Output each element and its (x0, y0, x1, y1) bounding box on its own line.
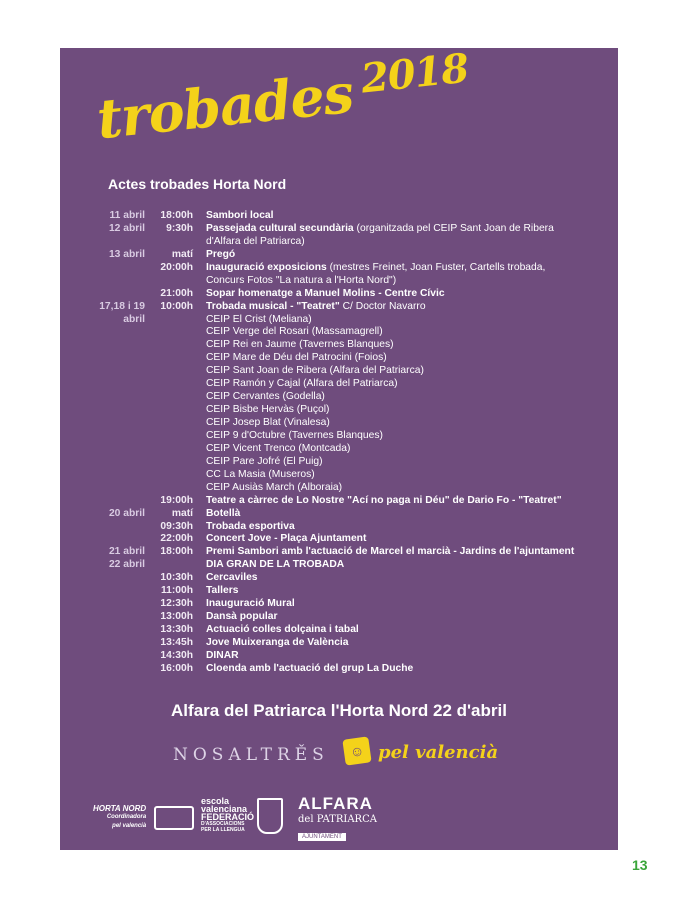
event-title: DINAR (206, 649, 239, 661)
event-title: Cloenda amb l'actuació del grup La Duche (206, 662, 414, 674)
event-title: Trobada musical - "Teatret" (206, 300, 340, 312)
event-title: Inauguració exposicions (206, 261, 327, 273)
row-time: 09:30h (160, 520, 193, 532)
poster-title (93, 45, 472, 152)
row-time: 13:45h (160, 636, 193, 648)
row-event (206, 650, 239, 663)
schedule-row (60, 624, 618, 637)
event-note: CEIP Josep Blat (Vinalesa) (206, 417, 330, 428)
schedule-row (60, 482, 618, 495)
row-date: 22 abril (108, 559, 145, 571)
event-note: CEIP Verge del Rosari (Massamagrell) (206, 326, 383, 338)
escola-valenciana-logo (201, 797, 254, 833)
schedule-row (60, 223, 618, 236)
event-title: Premi Sambori amb l'actuació de Marcel el marcià - Jardins de l'ajuntament (206, 546, 575, 558)
campaign-logo-text: NOSALTRĚS (173, 745, 329, 765)
row-time: 14:30h (160, 649, 193, 661)
event-note: CEIP Sant Joan de Ribera (Alfara del Patriarca) (206, 365, 424, 377)
schedule-row (60, 650, 618, 663)
event-note: CEIP Rei en Jaume (Tavernes Blanques) (206, 339, 394, 351)
row-time: 13:30h (160, 624, 193, 635)
row-event (206, 443, 350, 456)
schedule-row (60, 508, 618, 521)
page-number: 13 (632, 857, 648, 873)
schedule-row (60, 598, 618, 611)
row-event (206, 572, 258, 585)
row-time: 18:00h (160, 210, 193, 221)
escola-l5: PER LA LLENGUA (201, 827, 245, 833)
row-time: 9:30h (166, 222, 193, 234)
event-title: Jove Muixeranga de València (206, 636, 349, 648)
title-year: 2018 (358, 44, 471, 103)
schedule-row (60, 572, 618, 585)
horta-nord-line3: pel valencià (112, 823, 147, 829)
event-note: d'Alfara del Patriarca) (206, 235, 305, 247)
event-title: Pregó (206, 248, 236, 260)
schedule-row (60, 378, 618, 391)
schedule-row (60, 546, 618, 559)
schedule-row (60, 443, 618, 456)
schedule-row (60, 495, 618, 508)
event-title: Passejada cultural secundària (206, 222, 354, 234)
event-note: CC La Masia (Museros) (206, 468, 315, 480)
escola-l1: escola (201, 796, 230, 806)
event-title: Teatre a càrrec de Lo Nostre "Ací no paga ni Déu" de Dario Fo - "Teatret" (206, 494, 562, 506)
event-title: Cercaviles (206, 572, 258, 584)
horta-nord-name: HORTA NORD (93, 804, 147, 813)
row-time: 12:30h (160, 598, 193, 610)
row-time: 13:00h (160, 611, 193, 623)
horta-nord-line2: Coordinadora (106, 814, 147, 820)
schedule-row (60, 249, 618, 262)
row-event (206, 378, 398, 391)
row-time: 16:00h (160, 662, 193, 674)
schedule-row (60, 365, 618, 378)
schedule-row (60, 288, 618, 301)
row-event (206, 275, 396, 288)
event-note: CEIP 9 d'Octubre (Tavernes Blanques) (206, 429, 383, 441)
event-note: CEIP Cervantes (Godella) (206, 391, 325, 403)
schedule-row (60, 391, 618, 404)
horta-nord-logo (93, 804, 146, 831)
event-title: Trobada esportiva (206, 520, 295, 532)
row-event (206, 223, 554, 236)
row-date: 20 abril (108, 507, 145, 519)
row-time: matí (171, 507, 193, 519)
coat-of-arms-icon (257, 798, 283, 834)
schedule-row (60, 301, 618, 314)
schedule-row (60, 521, 618, 534)
alfara-logo (298, 794, 377, 843)
row-event (206, 314, 312, 327)
title-text: trobades (93, 60, 356, 152)
event-note: CEIP Ausiàs March (Alboraia) (206, 481, 343, 493)
row-event (206, 508, 240, 521)
glasses-face-icon: ☺ (342, 736, 371, 765)
alfara-sub: del PATRIARCA (298, 814, 377, 825)
schedule-row (60, 469, 618, 482)
schedule-row (60, 236, 618, 249)
row-event (206, 482, 342, 495)
row-date: abril (123, 313, 145, 325)
row-time: 22:00h (160, 533, 193, 545)
row-event (206, 598, 295, 611)
row-event (206, 611, 278, 624)
event-title: Tallers (206, 585, 239, 597)
row-event (206, 249, 235, 262)
schedule-row (60, 275, 618, 288)
schedule-row (60, 352, 618, 365)
schedule-row (60, 533, 618, 546)
row-time: 10:30h (160, 572, 193, 584)
footer-title: Alfara del Patriarca l'Horta Nord 22 d'abril (171, 701, 507, 720)
row-event (206, 585, 238, 598)
row-date: 21 abril (108, 546, 145, 558)
row-event (206, 430, 383, 443)
escola-l4: D'ASSOCIACIONS (201, 821, 245, 827)
row-event (206, 236, 305, 249)
row-event (206, 288, 445, 301)
schedule-row (60, 417, 618, 430)
event-note: (organitzada pel CEIP Sant Joan de Ribera (353, 222, 554, 234)
row-time: 20:00h (160, 261, 193, 273)
row-event (206, 624, 359, 637)
schedule-row (60, 326, 618, 339)
row-time: 11:00h (160, 585, 193, 597)
row-time: 10:00h (160, 300, 193, 312)
row-time: matí (171, 248, 193, 260)
event-title: Concert Jove - Plaça Ajuntament (206, 533, 367, 545)
horta-nord-emblem-icon (154, 806, 194, 830)
schedule-row (60, 663, 618, 676)
event-note: CEIP Ramón y Cajal (Alfara del Patriarca) (206, 378, 398, 390)
row-time: 21:00h (160, 287, 193, 299)
event-title: Sambori local (206, 210, 274, 221)
event-title: Sopar homenatge a Manuel Molins - Centre Cívic (206, 287, 445, 299)
campaign-slogan: pel valencià (378, 742, 499, 763)
event-note: C/ Doctor Navarro (339, 300, 426, 312)
row-event (206, 391, 325, 404)
row-event (206, 521, 295, 534)
row-time: 18:00h (160, 546, 193, 558)
schedule-row (60, 404, 618, 417)
row-event (206, 301, 426, 314)
schedule-row (60, 456, 618, 469)
row-event (206, 262, 545, 275)
escola-l3: FEDERACIÓ (201, 812, 255, 822)
row-event (206, 663, 413, 676)
schedule-row (60, 430, 618, 443)
row-event (206, 456, 323, 469)
event-note: CEIP Pare Jofré (El Puig) (206, 455, 323, 467)
row-date: 13 abril (108, 248, 145, 260)
schedule-row (60, 637, 618, 650)
row-date: 11 abril (109, 210, 145, 221)
schedule-list (60, 210, 618, 676)
event-note: CEIP Bisbe Hervàs (Puçol) (206, 404, 330, 416)
row-time: 19:00h (160, 494, 193, 506)
escola-l2: valenciana (201, 804, 248, 814)
event-poster (60, 44, 618, 850)
event-note: CEIP Mare de Déu del Patrocini (Foios) (206, 352, 387, 364)
schedule-row (60, 339, 618, 352)
row-event (206, 365, 424, 378)
row-event (206, 210, 274, 223)
schedule-row (60, 262, 618, 275)
row-event (206, 352, 387, 365)
event-title: DIA GRAN DE LA TROBADA (206, 559, 345, 571)
row-event (206, 559, 344, 572)
row-event (206, 637, 349, 650)
alfara-name: ALFARA (298, 794, 373, 813)
row-event (206, 417, 330, 430)
alfara-tag: AJUNTAMENT (298, 833, 346, 841)
row-event (206, 339, 394, 352)
event-note: CEIP El Crist (Meliana) (206, 313, 312, 325)
schedule-heading: Actes trobades Horta Nord (108, 176, 287, 192)
row-event (206, 404, 329, 417)
schedule-row (60, 210, 618, 223)
row-event (206, 469, 315, 482)
row-event (206, 495, 562, 508)
event-note: Concurs Fotos "La natura a l'Horta Nord") (206, 274, 397, 286)
row-date: 17,18 i 19 (99, 300, 145, 312)
event-title: Botellà (206, 507, 241, 519)
schedule-row (60, 314, 618, 327)
event-title: Dansà popular (206, 611, 278, 623)
schedule-row (60, 611, 618, 624)
event-note: (mestres Freinet, Joan Fuster, Cartells trobada, (326, 261, 546, 273)
schedule-row (60, 585, 618, 598)
row-date: 12 abril (108, 222, 145, 234)
row-event (206, 546, 574, 559)
schedule-row (60, 559, 618, 572)
event-title: Inauguració Mural (206, 598, 295, 610)
row-event (206, 533, 366, 546)
event-title: Actuació colles dolçaina i tabal (206, 624, 359, 635)
event-note: CEIP Vicent Trenco (Montcada) (206, 442, 351, 454)
row-event (206, 326, 383, 339)
